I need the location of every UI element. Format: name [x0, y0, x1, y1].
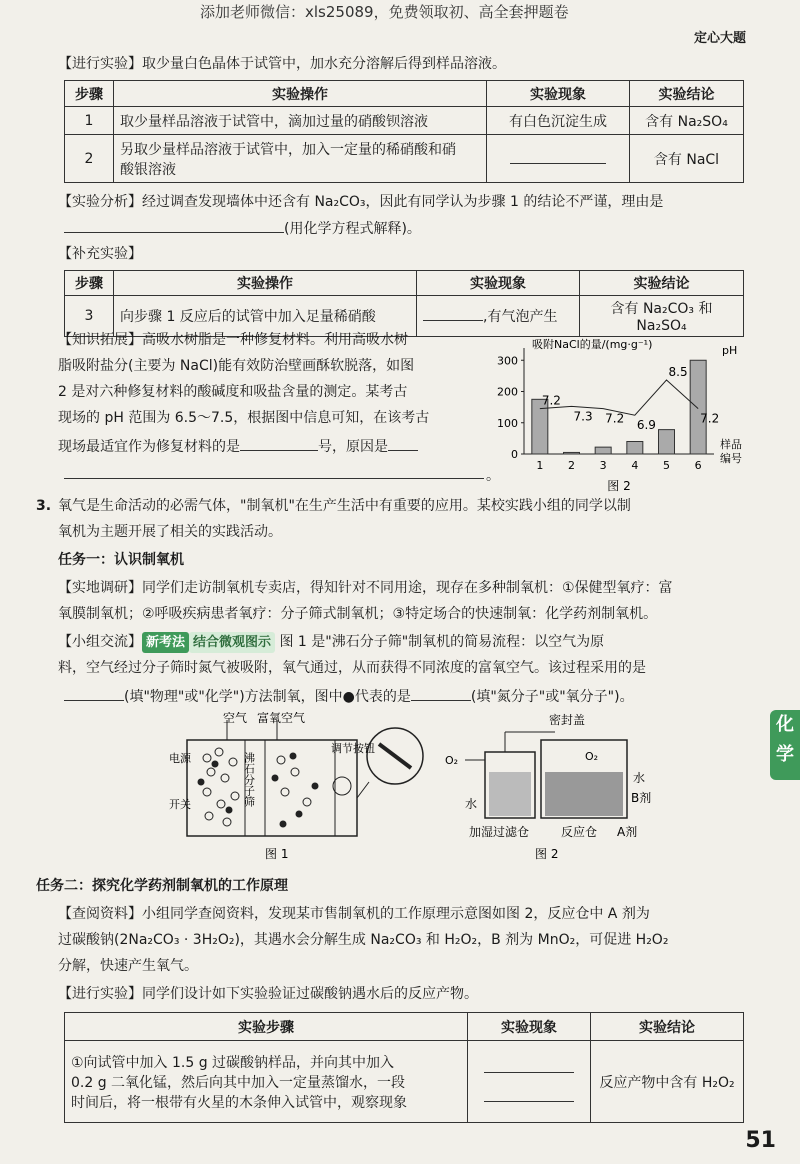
- exchange-l2: 料，空气经过分子筛时氮气被吸附，氧气通过，从而获得不同浓度的富氧空气。该过程采用的是: [58, 660, 646, 676]
- bar: [659, 430, 675, 454]
- answer-blank[interactable]: [64, 686, 124, 701]
- chart-figure2: [490, 334, 750, 500]
- th: 实验现象: [417, 271, 580, 296]
- know-l5: 现场最适宜作为修复材料的是 号，原因是: [58, 436, 418, 458]
- corner-title: 定心大题: [694, 31, 747, 46]
- bar: [564, 452, 580, 454]
- fig1-air: 空气: [223, 712, 248, 725]
- survey-l2: 氧膜制氧机；②呼吸疾病患者氧疗：分子筛式制氧机；③特定场合的快速制氧：化学药剂制氧机。: [58, 606, 658, 622]
- x-tick: 4: [631, 459, 639, 472]
- x-tick: 2: [568, 459, 575, 472]
- exchange-l1: 【小组交流】 新考法 结合微观图示 图 1 是"沸石分子筛"制氧机的简易流程：以空气为原: [58, 632, 604, 653]
- tag-new: 新考法: [142, 632, 189, 653]
- ph-label: 6.9: [636, 418, 656, 433]
- ph-line: [540, 380, 698, 415]
- cell: 取少量样品溶液于试管中，滴加过量的硝酸钡溶液: [114, 107, 487, 135]
- know-l1: 【知识拓展】高吸水树脂是一种修复材料。利用高吸水树: [58, 332, 408, 348]
- cell-line: 酸银溶液: [120, 161, 176, 178]
- x-tick: 6: [694, 459, 702, 472]
- answer-blank[interactable]: [388, 436, 418, 451]
- survey-l1: 【实地调研】同学们走访制氧机专卖店，得知针对不同用途，现存在多种制氧机：①保健型氧疗：富: [58, 580, 673, 596]
- cell-line: ①向试管中加入 1.5 g 过碳酸钠样品，并向其中加入: [71, 1054, 395, 1071]
- cell: [65, 1041, 468, 1123]
- page-number: 51: [745, 1128, 776, 1153]
- y2-label: pH: [722, 344, 738, 357]
- cell-line: 0.2 g 二氧化锰，然后向其中加入一定量蒸馏水，一段: [71, 1074, 406, 1091]
- y-tick: 200: [497, 385, 518, 399]
- period: 。: [486, 468, 500, 484]
- tag-micro: 结合微观图示: [189, 632, 275, 653]
- fig2-react: 反应仓: [561, 825, 598, 839]
- table-1: [64, 80, 744, 183]
- answer-blank[interactable]: [64, 218, 284, 233]
- fig2-water-right: 水: [633, 771, 646, 785]
- x-tick: 3: [599, 459, 607, 472]
- fig1-caption: 图 1: [265, 847, 289, 861]
- cell: [114, 135, 487, 183]
- table-3: [64, 1012, 744, 1123]
- task2-r2: 过碳酸钠(2Na₂CO₃ · 3H₂O₂)，其遇水会分解生成 Na₂CO₃ 和 H₂O₂，B 剂为 MnO₂，可促进 H₂O₂: [58, 932, 669, 948]
- fig2-o2-inner: O₂: [585, 750, 599, 763]
- answer-blank[interactable]: [64, 478, 484, 479]
- y-tick: 0: [511, 448, 518, 461]
- cell: 含有 Na₂SO₄: [630, 107, 744, 135]
- know-l2: 脂吸附盐分(主要为 NaCl)能有效防治壁画酥软脱落，如图: [58, 358, 415, 374]
- cell: 1: [65, 107, 114, 135]
- chart-title: 吸附NaCl的量/(mg·g⁻¹): [532, 338, 653, 351]
- task2-r1: 【查阅资料】小组同学查阅资料，发现某市售制氧机的工作原理示意图如图 2，反应仓中 A 剂为: [58, 906, 650, 922]
- fig2-lid: 密封盖: [549, 713, 586, 727]
- answer-blank[interactable]: [487, 135, 630, 183]
- th: 实验操作: [114, 81, 487, 107]
- q3-number: 3.: [36, 498, 52, 514]
- fig1-switch: 开关: [169, 798, 191, 811]
- th: 步骤: [65, 271, 114, 296]
- answer-blank[interactable]: [411, 686, 471, 701]
- th: 实验现象: [468, 1013, 591, 1041]
- bar: [627, 442, 643, 455]
- cell: 有白色沉淀生成: [487, 107, 630, 135]
- ph-label: 8.5: [668, 365, 688, 379]
- bar: [595, 447, 611, 454]
- task2-e1: 【进行实验】同学们设计如下实验验证过碳酸钠遇水后的反应产物。: [58, 986, 478, 1002]
- y-tick: 100: [497, 416, 518, 430]
- fig1-rich: 富氧空气: [257, 712, 306, 725]
- th: 步骤: [65, 81, 114, 107]
- q3-l1: 氧气是生命活动的必需气体，"制氧机"在生产生活中有重要的应用。某校实践小组的同学以制: [58, 498, 631, 514]
- fig2-b-agent: B剂: [631, 791, 652, 805]
- cell: 向步骤 1 反应后的试管中加入足量稀硝酸: [114, 296, 417, 337]
- x-tick: 5: [663, 459, 670, 472]
- cell-line: 时间后，将一根带有火星的木条伸入试管中，观察现象: [71, 1094, 407, 1111]
- cell: 含有 Na₂CO₃ 和 Na₂SO₄: [580, 296, 744, 337]
- th: 实验现象: [487, 81, 630, 107]
- answer-blank[interactable]: [423, 306, 483, 321]
- fig2-a-agent: A剂: [617, 825, 638, 839]
- fig2-o2: O₂: [445, 754, 459, 767]
- know-l4: 现场的 pH 范围为 6.5～7.5，根据图中信息可知，在该考古: [58, 410, 430, 426]
- chart-caption: 图 2: [607, 479, 631, 493]
- ph-label: 7.2: [605, 411, 625, 426]
- figure1-diagram: [165, 712, 425, 862]
- bar: [690, 360, 706, 454]
- analysis-line2: (用化学方程式解释)。: [64, 218, 421, 240]
- th: 实验操作: [114, 271, 417, 296]
- cell-line: 另取少量样品溶液于试管中，加入一定量的稀硝酸和硝: [120, 141, 456, 158]
- x-label: 样品: [720, 438, 742, 451]
- fig1-power: 电源: [169, 752, 191, 765]
- figure2-diagram: [445, 712, 665, 862]
- task1-title: 任务一：认识制氧机: [58, 552, 184, 568]
- cell: 2: [65, 135, 114, 183]
- table-2: [64, 270, 744, 337]
- th: 实验结论: [591, 1013, 744, 1041]
- cell: ,有气泡产生: [417, 296, 580, 337]
- task2-r3: 分解，快速产生氧气。: [58, 958, 198, 974]
- fig1-zeolite: 沸石分子筛: [242, 752, 256, 807]
- cell: 含有 NaCl: [630, 135, 744, 183]
- fig1-adjust: 调节按钮: [331, 742, 375, 755]
- ph-label: 7.2: [700, 411, 720, 426]
- fig2-water-left: 水: [465, 797, 478, 811]
- supp-title: 【补充实验】: [58, 246, 142, 262]
- th: 实验步骤: [65, 1013, 468, 1041]
- q3-l2: 氧机为主题开展了相关的实践活动。: [58, 524, 282, 540]
- answer-blank[interactable]: [468, 1041, 591, 1123]
- x-tick: 1: [536, 459, 544, 472]
- subject-tab: 化学: [770, 710, 800, 780]
- th: 实验结论: [580, 271, 744, 296]
- cell: 反应产物中含有 H₂O₂: [591, 1041, 744, 1123]
- exchange-l3: (填"物理"或"化学")方法制氧，图中●代表的是 (填"氮分子"或"氧分子")。: [64, 686, 634, 708]
- fig2-caption: 图 2: [535, 847, 559, 861]
- cell: 3: [65, 296, 114, 337]
- th: 实验结论: [630, 81, 744, 107]
- x-label: 编号: [720, 452, 742, 465]
- task2-title: 任务二：探究化学药剂制氧机的工作原理: [36, 878, 288, 894]
- ph-label: 7.3: [573, 409, 593, 424]
- know-l3: 2 是对六种修复材料的酸碱度和吸盐含量的测定。某考古: [58, 384, 408, 400]
- fig2-filter: 加湿过滤仓: [469, 825, 530, 839]
- intro: 【进行实验】取少量白色晶体于试管中，加水充分溶解后得到样品溶液。: [58, 56, 506, 72]
- answer-blank[interactable]: [240, 436, 318, 451]
- watermark: 添加老师微信：xls25089，免费领取初、高全套押题卷: [200, 3, 569, 21]
- y-tick: 300: [497, 354, 518, 368]
- ph-label: 7.2: [541, 393, 561, 408]
- analysis-line1: 【实验分析】经过调查发现墙体中还含有 Na₂CO₃，因此有同学认为步骤 1 的结论不严谨，理由是: [58, 194, 664, 210]
